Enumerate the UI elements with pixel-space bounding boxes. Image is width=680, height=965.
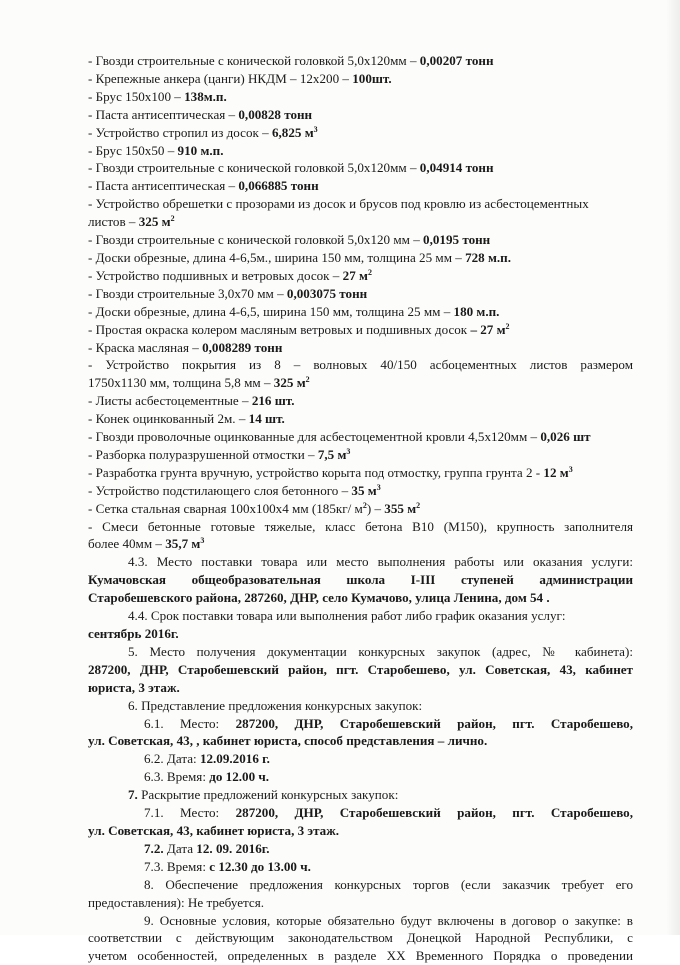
item-text: - Устройство обрешетки с прозорами из досок и брусов под кровлю из асбестоцементных [88, 196, 589, 212]
item-quantity: 35 м [351, 482, 377, 498]
list-item [88, 535, 633, 553]
item-text: - Устройство подшивных и ветровых досок – [88, 267, 343, 283]
item-quantity: 0,00828 тонн [238, 106, 313, 122]
section-value: 7. [128, 787, 138, 803]
list-item [88, 177, 633, 195]
item-quantity: – 27 м [470, 321, 506, 337]
section-text: 8. Обеспечение предложения конкурсных торгов (если заказчик требует его [144, 876, 633, 892]
item-quantity: 100шт. [352, 70, 392, 86]
item-quantity: 216 шт. [251, 393, 295, 409]
item-text: - Смеси бетонные готовые тяжелые, класс бетона В10 (М150), крупность заполнителя [88, 518, 633, 534]
section-line [88, 822, 633, 840]
list-item [88, 518, 633, 536]
section-text: 6.3. Время: [144, 769, 210, 785]
item-quantity: 35,7 м [165, 536, 201, 552]
item-quantity: 27 м [342, 267, 368, 283]
unit-exponent: 2 [505, 321, 510, 331]
section-text: 5. Место получения документации конкурсных закупок (адрес, № кабинета): [128, 643, 633, 659]
item-text: - Гвозди строительные с конической головкой 5,0х120 мм – [88, 232, 424, 248]
item-text: ) – [366, 500, 385, 516]
list-item [88, 195, 633, 213]
section-text: 6.1. Место: [144, 715, 236, 731]
item-quantity: 0,04914 тонн [419, 160, 494, 176]
list-item [88, 410, 633, 428]
item-text: - Устройство подстилающего слоя бетонного – [88, 482, 352, 498]
unit-exponent: 2 [170, 214, 175, 224]
item-quantity: 0,0195 тонн [423, 232, 491, 248]
section-line [88, 607, 633, 625]
section-line [88, 643, 633, 661]
section-text: Дата [163, 840, 197, 856]
list-item [88, 356, 633, 374]
list-item [88, 52, 633, 70]
item-quantity: 138м.п. [184, 88, 227, 104]
section-line [88, 661, 633, 679]
unit-exponent: 3 [346, 446, 351, 456]
section-value: с 12.30 до 13.00 ч. [209, 858, 311, 874]
section-line [88, 732, 633, 750]
section-value: ул. Советская, 43, , кабинет юриста, способ представления – лично. [88, 733, 488, 749]
item-quantity: 910 м.п. [177, 142, 224, 158]
section-text: 7.1. Место: [144, 805, 236, 821]
unit-exponent: 2 [362, 500, 367, 510]
item-quantity: 355 м [384, 500, 417, 516]
item-text: - Паста антисептическая – [88, 178, 239, 194]
section-value: сентябрь 2016г. [88, 626, 179, 641]
section-line [88, 858, 633, 876]
list-item [88, 446, 633, 464]
unit-exponent: 2 [416, 500, 421, 510]
item-quantity: 7,5 м [317, 446, 347, 462]
list-item [88, 285, 633, 303]
item-text: - Сетка стальная сварная 100х100х4 мм (185кг/ м [88, 500, 363, 516]
item-quantity: 0,026 шт [540, 429, 591, 445]
unit-exponent: 3 [568, 464, 573, 474]
item-text: - Разборка полуразрушенной отмостки – [88, 446, 318, 462]
section-value: 287200, ДНР, Старобешевский район, пгт. Старобешево, [235, 715, 633, 731]
list-item [88, 249, 633, 267]
item-text: - Разработка грунта вручную, устройство корыта под отмостку, группа грунта 2 - [88, 464, 544, 480]
item-quantity: 0,008289 тонн [202, 339, 283, 355]
list-item [88, 231, 633, 249]
item-text: 1750х1130 мм, толщина 5,8 мм – [88, 375, 274, 391]
unit-exponent: 2 [305, 375, 310, 385]
item-quantity: 325 м [273, 375, 306, 391]
item-text: - Паста антисептическая – [88, 106, 239, 122]
section-text: 9. Основные условия, которые обязательно будут включены в договор о закупке: в [144, 912, 633, 928]
list-item [88, 392, 633, 410]
list-item [88, 213, 633, 231]
item-text: - Устройство стропил из досок – [88, 124, 272, 140]
section-line [88, 912, 633, 930]
section-line [88, 571, 633, 589]
materials-list [88, 52, 633, 553]
list-item [88, 428, 633, 446]
section-text: 7.3. Время: [144, 858, 210, 874]
section-line [88, 876, 633, 894]
item-quantity: 0,00207 тонн [419, 53, 494, 68]
item-text: - Брус 150х100 – [88, 88, 185, 104]
list-item [88, 88, 633, 106]
section-value: 12. 09. 2016г. [196, 840, 270, 856]
item-text: - Крепежные анкера (цанги) НКДМ – 12х200 – [88, 70, 353, 86]
item-text: - Конек оцинкованный 2м. – [88, 411, 249, 427]
item-quantity: 12 м [543, 464, 569, 480]
item-quantity: 728 м.п. [465, 249, 512, 265]
section-text: Раскрытие предложений конкурсных закупок: [137, 787, 399, 803]
unit-exponent: 3 [376, 482, 381, 492]
unit-exponent: 3 [313, 124, 318, 134]
list-item [88, 303, 633, 321]
item-quantity: 180 м.п. [453, 303, 500, 319]
section-text: 6.2. Дата: [144, 751, 200, 767]
list-item [88, 464, 633, 482]
list-item [88, 500, 633, 518]
list-item [88, 142, 633, 160]
section-line [88, 768, 633, 786]
section-text: 4.3. Место поставки товара или место выполнения работы или оказания услуги: [128, 554, 633, 570]
section-line [88, 553, 633, 571]
section-text: 4.4. Срок поставки товара или выполнения работ либо график оказания услуг: [128, 608, 566, 624]
procurement-sections [88, 553, 633, 965]
item-text: листов – [88, 214, 139, 230]
section-value: Кумачовская общеобразовательная школа I-III ступеней администрации [88, 572, 633, 588]
item-text: - Гвозди строительные с конической головкой 5,0х120мм – [88, 53, 420, 68]
section-line [88, 679, 633, 697]
item-text: - Брус 150х50 – [88, 142, 178, 158]
list-item [88, 482, 633, 500]
item-quantity: 0,066885 тонн [238, 178, 319, 194]
item-text: - Простая окраска колером масляным ветровых и подшивных досок [88, 321, 471, 337]
section-line [88, 625, 633, 643]
section-value: до 12.00 ч. [209, 769, 270, 785]
item-text: - Гвозди строительные с конической головкой 5,0х120мм – [88, 160, 420, 176]
item-text: - Гвозди проволочные оцинкованные для асбестоцементной кровли 4,5х120мм – [88, 429, 541, 445]
section-line [88, 697, 633, 715]
section-line [88, 589, 633, 607]
section-value: 12.09.2016 г. [199, 751, 270, 767]
section-value: 287200, ДНР, Старобешевский район, пгт. Старобешево, [235, 805, 633, 821]
page-edge-shadow [666, 0, 680, 935]
section-line [88, 929, 633, 947]
section-line [88, 804, 633, 822]
unit-exponent: 3 [200, 536, 205, 546]
list-item [88, 374, 633, 392]
section-value: юриста, 3 этаж. [88, 679, 180, 695]
unit-exponent: 2 [367, 267, 372, 277]
item-quantity: 0,003075 тонн [286, 285, 368, 301]
section-text: соответствии с действующим законодательством Донецкой Народной Республики, с [88, 930, 633, 946]
section-line [88, 750, 633, 768]
item-text: - Гвозди строительные 3,0х70 мм – [88, 285, 287, 301]
document-body [88, 52, 633, 965]
section-value: Старобешевского района, 287260, ДНР, село Кумачово, улица Ленина, дом 54 . [88, 590, 550, 606]
section-line [88, 894, 633, 912]
list-item [88, 124, 633, 142]
item-quantity: 14 шт. [248, 411, 285, 427]
item-quantity: 6,825 м [271, 124, 314, 140]
section-text: 6. Представление предложения конкурсных закупок: [128, 697, 423, 713]
list-item [88, 159, 633, 177]
list-item [88, 321, 633, 339]
section-line [88, 840, 633, 858]
item-text: - Доски обрезные, длина 4-6,5м., ширина 150 мм, толщина 25 мм – [88, 249, 466, 265]
list-item [88, 267, 633, 285]
item-text: - Устройство покрытия из 8 – волновых 40/150 асбоцементных листов размером [88, 357, 633, 373]
item-text: - Краска масляная – [88, 339, 203, 355]
section-line [88, 715, 633, 733]
section-value: 7.2. [144, 840, 164, 856]
list-item [88, 70, 633, 88]
item-text: - Доски обрезные, длина 4-6,5, ширина 150 мм, толщина 25 мм – [88, 303, 454, 319]
list-item [88, 339, 633, 357]
section-line [88, 786, 633, 804]
list-item [88, 106, 633, 124]
item-text: - Листы асбестоцементные – [88, 393, 252, 409]
section-value: 287200, ДНР, Старобешевский район, пгт. Старобешево, ул. Советская, 43, кабинет [88, 661, 633, 677]
item-text: более 40мм – [88, 536, 166, 552]
item-quantity: 325 м [138, 214, 171, 230]
section-value: ул. Советская, 43, кабинет юриста, 3 этаж. [88, 822, 339, 838]
section-text: предоставления): Не требуется. [88, 894, 265, 910]
section-line [88, 947, 633, 965]
section-text: учетом особенностей, определенных в разделе XX Временного Порядка о проведении [88, 948, 633, 964]
